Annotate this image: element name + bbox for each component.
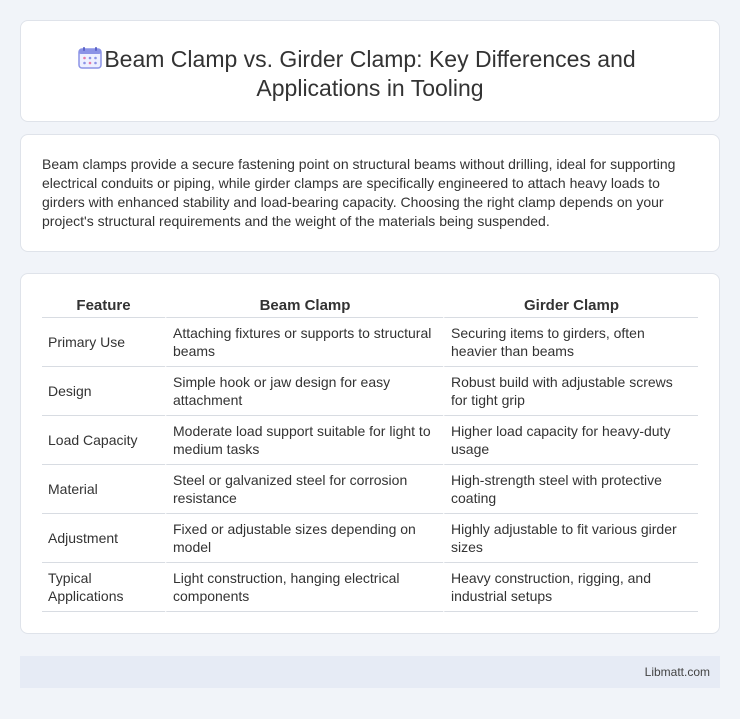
intro-paragraph: Beam clamps provide a secure fastening point on structural beams without drilling, ideal for supporting electrical conduits or piping, while girder clamps are specifically engineered to attach heavy loads to girders with enhanced stability and load-bearing capacity. Choosing the right clamp depends on your project's structural requirements and the weight of the materials being suspended. [42,156,676,229]
girder-clamp-cell: High-strength steel with protective coating [443,465,698,514]
beam-clamp-cell: Light construction, hanging electrical components [165,563,443,612]
table-row [42,416,698,465]
feature-cell: Typical Applications [42,563,165,612]
header-feature: Feature [42,296,165,318]
title-card [20,20,720,122]
table-row [42,514,698,563]
beam-clamp-cell: Steel or galvanized steel for corrosion resistance [165,465,443,514]
feature-cell: Adjustment [42,514,165,563]
header-girder-clamp: Girder Clamp [443,296,698,318]
beam-clamp-cell: Fixed or adjustable sizes depending on model [165,514,443,563]
girder-clamp-cell: Securing items to girders, often heavier than beams [443,318,698,367]
feature-cell: Primary Use [42,318,165,367]
beam-clamp-cell: Simple hook or jaw design for easy attachment [165,367,443,416]
feature-cell: Load Capacity [42,416,165,465]
table-row [42,563,698,612]
beam-clamp-cell: Attaching fixtures or supports to structural beams [165,318,443,367]
page-title: Beam Clamp vs. Girder Clamp: Key Differences and Applications in Tooling [104,46,636,101]
feature-cell: Design [42,367,165,416]
girder-clamp-cell: Robust build with adjustable screws for tight grip [443,367,698,416]
feature-cell: Material [42,465,165,514]
table-row [42,465,698,514]
footer-site-link[interactable]: Libmatt.com [644,665,710,679]
table-row [42,367,698,416]
comparison-card [20,273,720,634]
girder-clamp-cell: Highly adjustable to fit various girder sizes [443,514,698,563]
girder-clamp-cell: Heavy construction, rigging, and industrial setups [443,563,698,612]
footer [20,656,720,688]
header-beam-clamp: Beam Clamp [165,296,443,318]
girder-clamp-cell: Higher load capacity for heavy-duty usage [443,416,698,465]
intro-card [20,134,720,252]
beam-clamp-cell: Moderate load support suitable for light to medium tasks [165,416,443,465]
comparison-table [42,296,698,612]
table-header-row [42,296,698,318]
table-row [42,318,698,367]
